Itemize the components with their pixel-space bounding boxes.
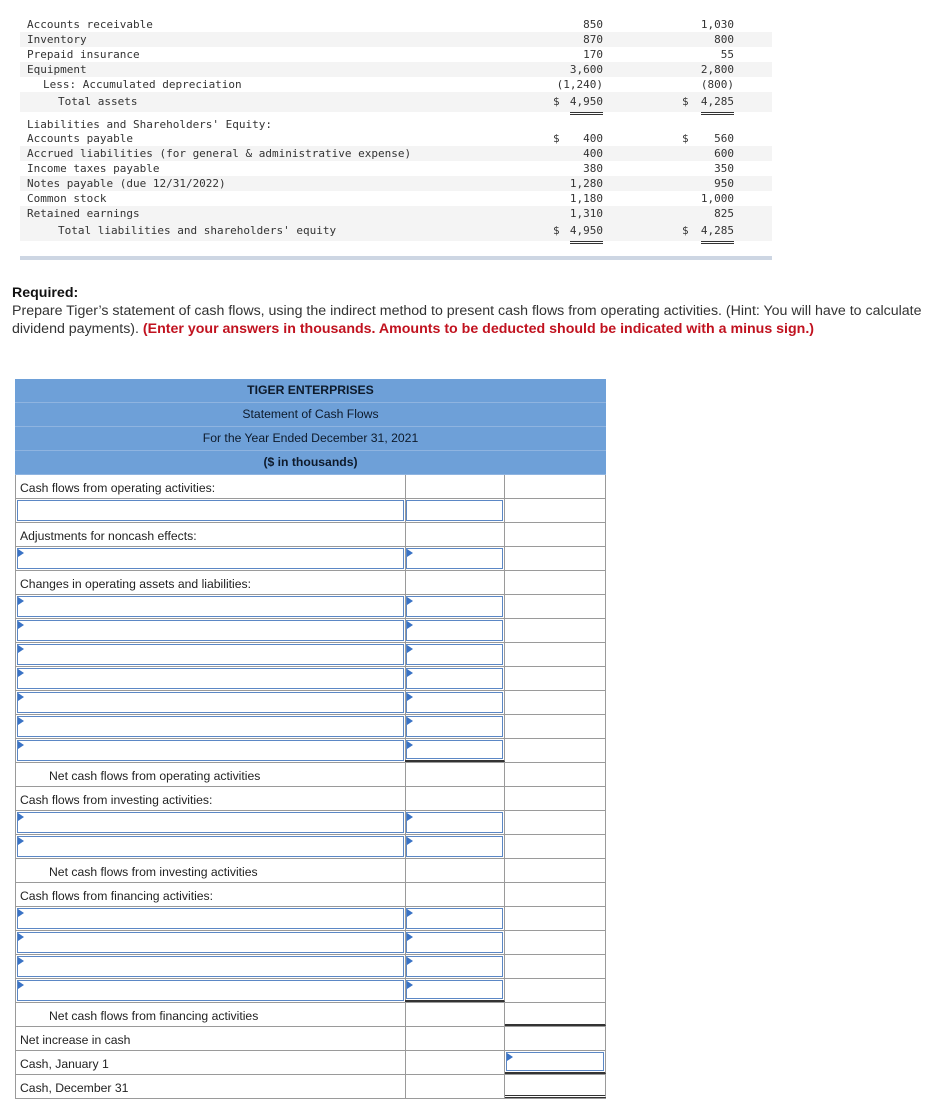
input-row <box>15 499 606 523</box>
amount-input[interactable] <box>406 932 503 953</box>
empty-cell <box>405 1051 505 1074</box>
heading-adjustments: Adjustments for noncash effects: <box>20 529 197 543</box>
account-dropdown[interactable] <box>17 620 404 641</box>
empty-cell <box>405 859 505 882</box>
dropdown-row <box>15 595 606 619</box>
account-dropdown[interactable] <box>17 932 404 953</box>
bs-value-2020: 2,800 <box>700 63 734 76</box>
label-cell <box>15 475 406 498</box>
dropdown-flag-icon <box>18 693 24 701</box>
dropdown-flag-icon <box>407 717 413 725</box>
empty-cell <box>505 787 606 810</box>
label-cell <box>15 787 406 810</box>
cash-december-label: Cash, December 31 <box>20 1081 129 1095</box>
amount-input[interactable] <box>406 548 503 569</box>
dropdown-row <box>15 643 606 667</box>
bs-total-liab-row <box>20 221 772 241</box>
amount-input[interactable] <box>406 596 503 617</box>
section-divider <box>20 256 772 260</box>
dropdown-flag-icon <box>407 957 413 965</box>
empty-cell <box>505 883 606 906</box>
amount-cell <box>405 547 505 570</box>
dropdown-flag-icon <box>407 669 413 677</box>
net-operating-label: Net cash flows from operating activities <box>49 769 261 783</box>
amount-cell <box>405 619 505 642</box>
empty-cell <box>505 619 606 642</box>
empty-cell <box>505 739 606 762</box>
account-dropdown[interactable] <box>17 740 404 761</box>
label-cell <box>15 595 406 618</box>
amount-cell <box>405 595 505 618</box>
dropdown-flag-icon <box>407 909 413 917</box>
bs-label: Total liabilities and shareholders' equity <box>58 224 337 237</box>
bs-value-2020: 600 <box>714 147 734 160</box>
empty-cell <box>505 643 606 666</box>
cash-january-label: Cash, January 1 <box>20 1057 109 1071</box>
bs-label: Accounts receivable <box>27 18 153 31</box>
amount-cell <box>405 907 505 930</box>
dropdown-row <box>15 619 606 643</box>
bs-label: Common stock <box>27 192 107 205</box>
cash-january-input[interactable] <box>506 1052 604 1071</box>
amount-input[interactable] <box>406 836 503 857</box>
dropdown-row <box>15 691 606 715</box>
bs-label: Equipment <box>27 63 87 76</box>
statement-period: For the Year Ended December 31, 2021 <box>15 427 606 451</box>
bs-row <box>20 161 772 176</box>
bs-section-heading: Liabilities and Shareholders' Equity: <box>27 118 273 131</box>
empty-cell <box>405 1075 505 1098</box>
bs-row <box>20 62 772 77</box>
amount-cell <box>405 667 505 690</box>
bs-value-2020: 4,285 <box>701 92 734 115</box>
statement-title: Statement of Cash Flows <box>15 403 606 427</box>
dropdown-row <box>15 715 606 739</box>
dropdown-row <box>15 931 606 955</box>
dropdown-flag-icon <box>18 717 24 725</box>
bs-dollar-sign: $ <box>682 224 689 237</box>
amount-cell <box>405 955 505 978</box>
section-row <box>15 523 606 547</box>
empty-cell <box>505 835 606 858</box>
amount-cell <box>405 643 505 666</box>
bs-label: Notes payable (due 12/31/2022) <box>27 177 226 190</box>
net-investing-total-cell <box>505 859 606 882</box>
amount-cell <box>405 931 505 954</box>
bs-row <box>20 206 772 221</box>
section-heading-financing: Cash flows from financing activities: <box>20 889 214 903</box>
bs-row <box>20 191 772 206</box>
bs-value-2021: 870 <box>583 33 603 46</box>
empty-cell <box>405 571 505 594</box>
empty-cell <box>405 1003 505 1026</box>
bs-value-2021: 1,280 <box>569 177 603 190</box>
bs-value-2021: 1,310 <box>569 207 603 220</box>
section-row <box>15 571 606 595</box>
empty-cell <box>505 499 606 522</box>
empty-cell <box>505 571 606 594</box>
subtotal-row <box>15 859 606 883</box>
dropdown-flag-icon <box>18 933 24 941</box>
label-cell <box>15 907 406 930</box>
bs-dollar-sign: $ <box>553 132 560 145</box>
subtotal-row <box>15 1003 606 1027</box>
empty-cell <box>405 883 505 906</box>
label-cell <box>15 859 406 882</box>
cash-december-cell <box>505 1075 606 1098</box>
bs-value-2021: (1,240) <box>556 78 603 91</box>
cash-flow-statement <box>15 379 606 1099</box>
empty-cell <box>505 667 606 690</box>
label-cell <box>15 979 406 1002</box>
section-heading-operating: Cash flows from operating activities: <box>20 481 216 495</box>
bs-value-2021: 400 <box>583 147 603 160</box>
required-body <box>12 302 942 338</box>
bs-liab-header-row <box>20 112 772 131</box>
empty-cell <box>505 907 606 930</box>
amount-input[interactable] <box>406 500 503 521</box>
required-text: Prepare Tiger’s statement of cash flows, using the indirect method to present cash flows from operating activities. (Hint: You will have to calculate dividend payments). <box>12 303 922 337</box>
bs-value-2020: 350 <box>714 162 734 175</box>
dropdown-row <box>15 955 606 979</box>
dropdown-flag-icon <box>407 693 413 701</box>
bs-value-2021: 3,600 <box>569 63 603 76</box>
bs-label: Accounts payable <box>27 132 133 145</box>
bs-label: Total assets <box>58 95 138 108</box>
amount-cell <box>405 691 505 714</box>
label-cell <box>15 883 406 906</box>
dropdown-flag-icon <box>18 549 24 557</box>
required-emphasis: (Enter your answers in thousands. Amounts to be deducted should be indicated with a minus sign.) <box>142 321 815 337</box>
net-increase-label: Net increase in cash <box>20 1033 131 1047</box>
dropdown-flag-icon <box>18 597 24 605</box>
bs-row <box>20 32 772 47</box>
bs-value-2020: 560 <box>714 132 734 145</box>
dropdown-row <box>15 667 606 691</box>
amount-input[interactable] <box>406 812 503 833</box>
bs-value-2021: 380 <box>583 162 603 175</box>
bs-label: Less: Accumulated depreciation <box>43 78 242 91</box>
dropdown-row <box>15 547 606 571</box>
empty-cell <box>405 1027 505 1050</box>
empty-cell <box>505 715 606 738</box>
account-dropdown[interactable] <box>17 812 404 833</box>
account-dropdown[interactable] <box>17 980 404 1001</box>
label-cell <box>15 763 406 786</box>
label-cell <box>15 811 406 834</box>
label-cell <box>15 619 406 642</box>
bs-value-2020: 1,000 <box>700 192 734 205</box>
bs-dollar-sign: $ <box>682 132 689 145</box>
bs-value-2021: 4,950 <box>570 92 603 115</box>
dropdown-flag-icon <box>407 981 413 989</box>
dropdown-flag-icon <box>18 669 24 677</box>
bs-value-2020: (800) <box>700 78 734 91</box>
required-title: Required: <box>12 285 79 301</box>
statement-units: ($ in thousands) <box>15 451 606 475</box>
dropdown-row <box>15 835 606 859</box>
dropdown-flag-icon <box>407 933 413 941</box>
subtotal-row <box>15 763 606 787</box>
net-increase-row <box>15 1027 606 1051</box>
empty-cell <box>405 475 505 498</box>
empty-cell <box>405 763 505 786</box>
amount-cell <box>405 499 505 522</box>
dropdown-flag-icon <box>407 549 413 557</box>
bs-value-2020: 950 <box>714 177 734 190</box>
dropdown-row <box>15 907 606 931</box>
empty-cell <box>505 547 606 570</box>
bs-row <box>20 131 772 146</box>
amount-input[interactable] <box>406 740 503 759</box>
net-financing-total-cell <box>505 1003 606 1026</box>
dropdown-flag-icon <box>407 597 413 605</box>
label-cell <box>15 835 406 858</box>
bs-dollar-sign: $ <box>553 95 560 108</box>
bs-value-2021: 400 <box>583 132 603 145</box>
bs-label: Income taxes payable <box>27 162 160 175</box>
label-cell <box>15 739 406 762</box>
label-cell <box>15 955 406 978</box>
cash-jan-row <box>15 1051 606 1075</box>
dropdown-flag-icon <box>18 621 24 629</box>
dropdown-flag-icon <box>18 909 24 917</box>
empty-cell <box>505 931 606 954</box>
section-row <box>15 883 606 907</box>
empty-cell <box>405 523 505 546</box>
bs-row <box>20 77 772 92</box>
label-cell <box>15 691 406 714</box>
bs-label: Prepaid insurance <box>27 48 140 61</box>
account-dropdown[interactable] <box>17 956 404 977</box>
label-cell <box>15 1027 406 1050</box>
amount-input[interactable] <box>406 908 503 929</box>
label-cell <box>15 667 406 690</box>
dropdown-flag-icon <box>407 741 413 749</box>
bs-value-2020: 1,030 <box>700 18 734 31</box>
label-cell <box>15 1051 406 1074</box>
dropdown-flag-icon <box>407 621 413 629</box>
empty-cell <box>505 955 606 978</box>
label-cell <box>15 1003 406 1026</box>
statement-company: TIGER ENTERPRISES <box>15 379 606 403</box>
bs-row <box>20 17 772 32</box>
amount-input[interactable] <box>406 956 503 977</box>
section-heading-investing: Cash flows from investing activities: <box>20 793 213 807</box>
account-dropdown[interactable] <box>17 716 404 737</box>
bs-total-assets-row <box>20 92 772 112</box>
bs-value-2021: 850 <box>583 18 603 31</box>
account-dropdown[interactable] <box>17 644 404 665</box>
dropdown-flag-icon <box>407 645 413 653</box>
cash-dec-row <box>15 1075 606 1099</box>
required-instructions <box>12 284 942 338</box>
amount-input[interactable] <box>406 716 503 737</box>
dropdown-row <box>15 811 606 835</box>
empty-cell <box>505 691 606 714</box>
label-cell <box>15 523 406 546</box>
empty-cell <box>505 811 606 834</box>
dropdown-flag-icon <box>507 1053 513 1061</box>
amount-input[interactable] <box>406 620 503 641</box>
account-dropdown[interactable] <box>17 836 404 857</box>
net-financing-label: Net cash flows from financing activities <box>49 1009 259 1023</box>
amount-input[interactable] <box>406 980 503 999</box>
bs-label: Retained earnings <box>27 207 140 220</box>
bs-dollar-sign: $ <box>682 95 689 108</box>
section-row <box>15 475 606 499</box>
bs-value-2020: 4,285 <box>701 221 734 244</box>
account-dropdown[interactable] <box>17 692 404 713</box>
account-dropdown[interactable] <box>17 548 404 569</box>
label-cell <box>15 547 406 570</box>
bs-value-2020: 55 <box>720 48 734 61</box>
empty-cell <box>505 475 606 498</box>
dropdown-flag-icon <box>18 957 24 965</box>
bs-row <box>20 47 772 62</box>
label-cell <box>15 571 406 594</box>
bs-value-2021: 1,180 <box>569 192 603 205</box>
label-cell <box>15 1075 406 1098</box>
section-row <box>15 787 606 811</box>
amount-cell <box>405 835 505 858</box>
dropdown-flag-icon <box>18 981 24 989</box>
net-operating-total-cell <box>505 763 606 786</box>
dropdown-flag-icon <box>407 813 413 821</box>
dropdown-flag-icon <box>18 837 24 845</box>
account-dropdown[interactable] <box>17 668 404 689</box>
net-increase-cell <box>505 1027 606 1050</box>
amount-input[interactable] <box>406 668 503 689</box>
dropdown-flag-icon <box>18 645 24 653</box>
heading-changes: Changes in operating assets and liabilities: <box>20 577 252 591</box>
bs-row <box>20 146 772 161</box>
amount-input[interactable] <box>406 692 503 713</box>
empty-cell <box>505 523 606 546</box>
bs-dollar-sign: $ <box>553 224 560 237</box>
label-cell <box>15 931 406 954</box>
label-cell <box>15 643 406 666</box>
dropdown-row <box>15 739 606 763</box>
amount-cell <box>405 811 505 834</box>
empty-cell <box>505 595 606 618</box>
account-dropdown[interactable] <box>17 596 404 617</box>
cash-january-cell <box>505 1051 606 1074</box>
label-input[interactable] <box>17 500 404 521</box>
bs-label: Accrued liabilities (for general & administrative expense) <box>27 147 412 160</box>
dropdown-flag-icon <box>18 741 24 749</box>
bs-value-2021: 170 <box>583 48 603 61</box>
bs-label: Inventory <box>27 33 87 46</box>
label-cell <box>15 715 406 738</box>
bs-value-2020: 800 <box>714 33 734 46</box>
bs-value-2021: 4,950 <box>570 221 603 244</box>
dropdown-flag-icon <box>407 837 413 845</box>
balance-sheet <box>20 17 772 241</box>
account-dropdown[interactable] <box>17 908 404 929</box>
bs-row <box>20 176 772 191</box>
label-cell <box>15 499 406 522</box>
dropdown-row <box>15 979 606 1003</box>
amount-cell <box>405 739 505 762</box>
net-investing-label: Net cash flows from investing activities <box>49 865 258 879</box>
amount-cell <box>405 715 505 738</box>
amount-cell <box>405 979 505 1002</box>
empty-cell <box>405 787 505 810</box>
amount-input[interactable] <box>406 644 503 665</box>
bs-value-2020: 825 <box>714 207 734 220</box>
dropdown-flag-icon <box>18 813 24 821</box>
empty-cell <box>505 979 606 1002</box>
